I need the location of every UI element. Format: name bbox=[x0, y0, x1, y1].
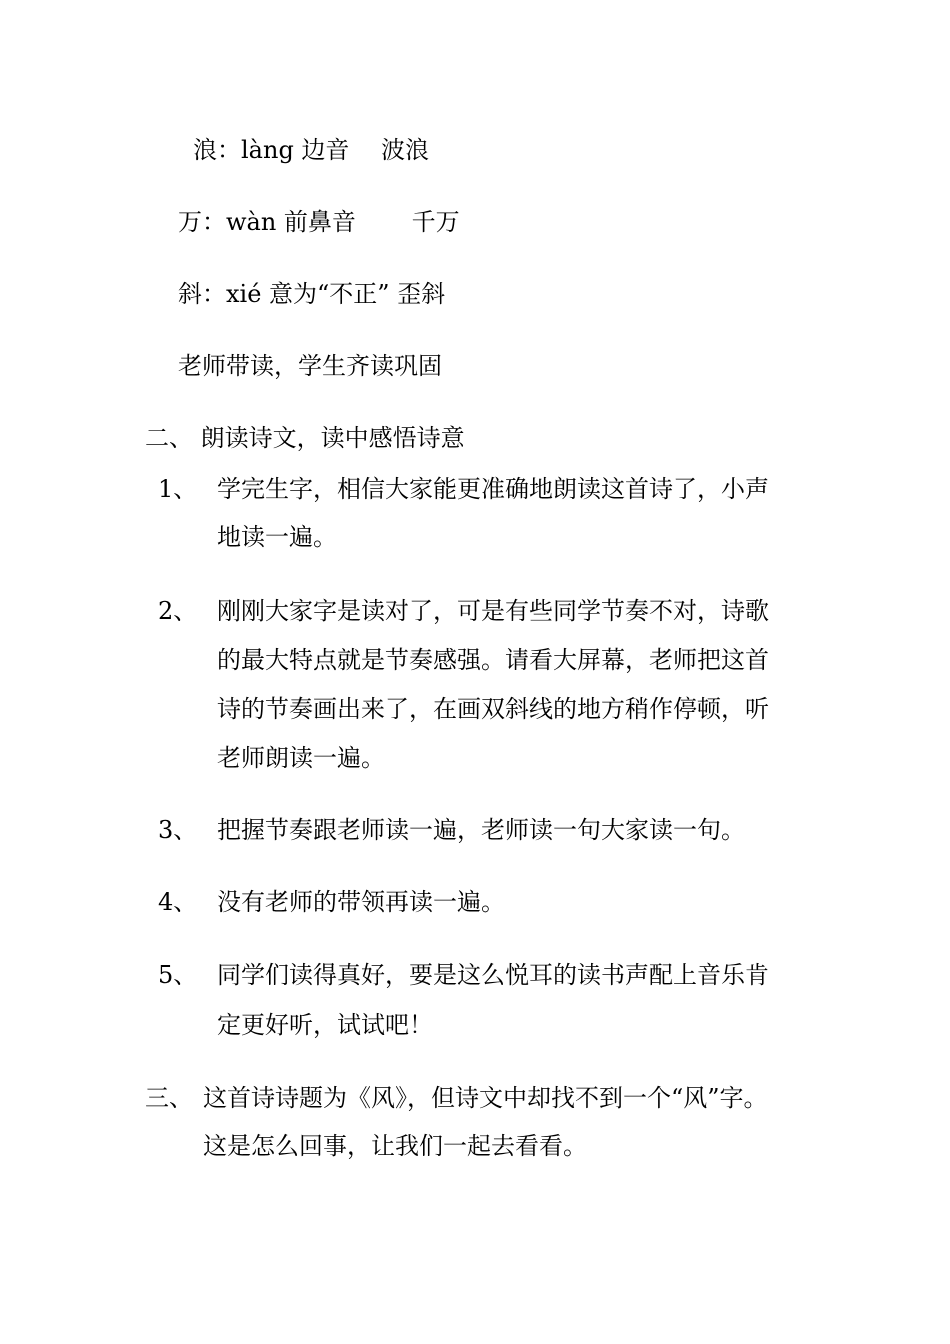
instruction-line: 老师带读，学生齐读巩固 bbox=[178, 352, 442, 380]
vocab-line-xie: 斜：xié 意为“不正” 歪斜 bbox=[178, 280, 446, 308]
item-5-line-2: 定更好听，试试吧！ bbox=[217, 1011, 433, 1039]
item-5-number: 5、 bbox=[158, 961, 198, 989]
item-3-number: 3、 bbox=[158, 816, 198, 844]
item-2-number: 2、 bbox=[158, 597, 198, 625]
item-1-line-1: 学完生字，相信大家能更准确地朗读这首诗了，小声 bbox=[217, 475, 769, 503]
section-3-line-2: 这是怎么回事，让我们一起去看看。 bbox=[203, 1132, 587, 1160]
section-3-line-1: 这首诗诗题为《风》，但诗文中却找不到一个“风”字。 bbox=[203, 1084, 768, 1112]
section-3-label: 三、 bbox=[145, 1084, 193, 1112]
item-3-line-1: 把握节奏跟老师读一遍，老师读一句大家读一句。 bbox=[217, 816, 745, 844]
vocab-line-wan: 万：wàn 前鼻音 千万 bbox=[178, 208, 460, 236]
item-1-line-2: 地读一遍。 bbox=[217, 523, 337, 551]
item-2-line-1: 刚刚大家字是读对了，可是有些同学节奏不对，诗歌 bbox=[217, 597, 769, 625]
item-4-line-1: 没有老师的带领再读一遍。 bbox=[217, 888, 505, 916]
item-2-line-2: 的最大特点就是节奏感强。请看大屏幕，老师把这首 bbox=[217, 646, 769, 674]
item-4-number: 4、 bbox=[158, 888, 198, 916]
item-1-number: 1、 bbox=[158, 475, 198, 503]
section-2-heading: 二、 朗读诗文，读中感悟诗意 bbox=[145, 424, 465, 452]
vocab-line-lang: 浪：làng 边音 波浪 bbox=[193, 136, 430, 164]
item-5-line-1: 同学们读得真好，要是这么悦耳的读书声配上音乐肯 bbox=[217, 961, 769, 989]
item-2-line-4: 老师朗读一遍。 bbox=[217, 744, 385, 772]
item-2-line-3: 诗的节奏画出来了，在画双斜线的地方稍作停顿，听 bbox=[217, 695, 769, 723]
